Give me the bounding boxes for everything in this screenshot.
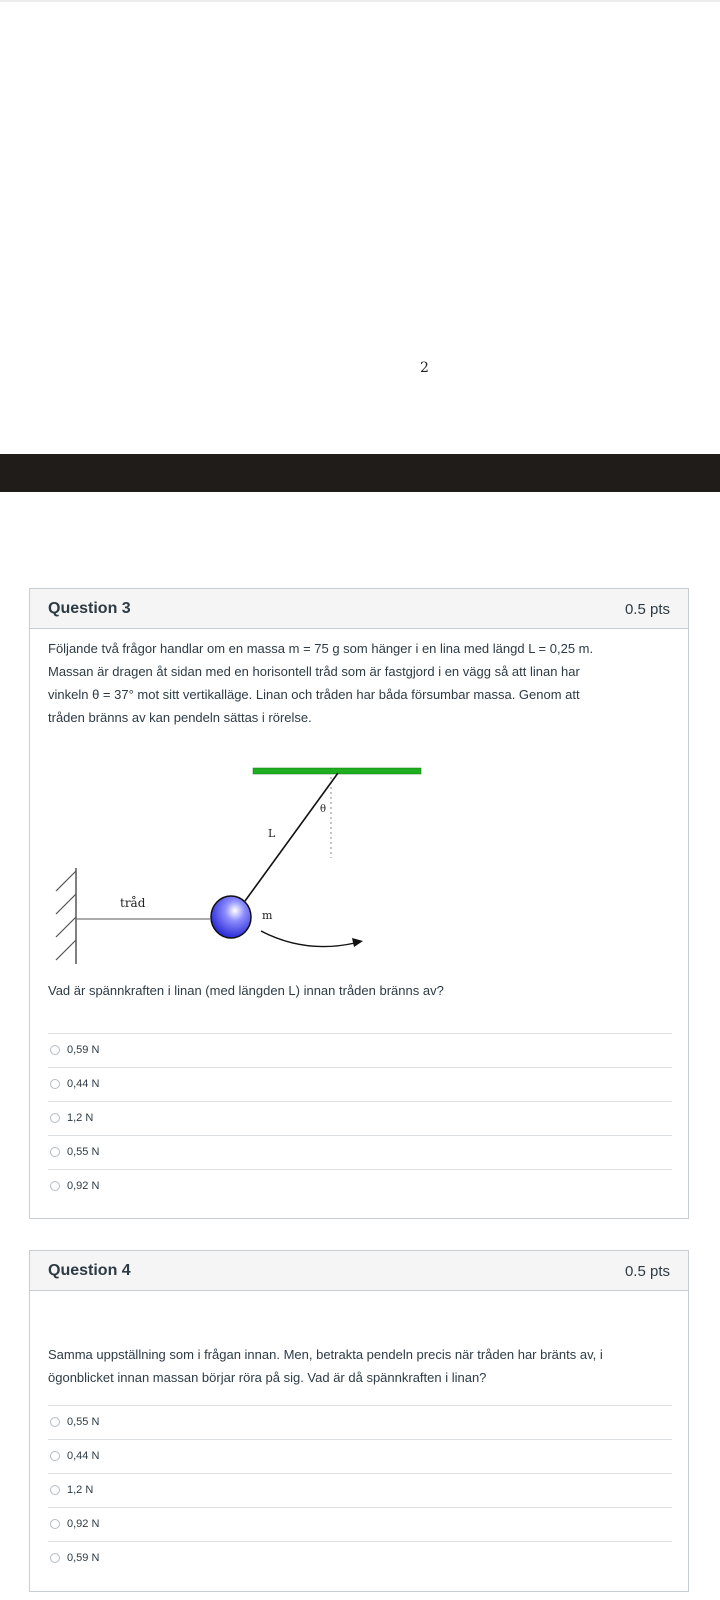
radio-button[interactable] [50, 1079, 60, 1089]
text-line: tråden bränns av kan pendeln sättas i rörelse. [48, 710, 312, 725]
radio-button[interactable] [50, 1519, 60, 1529]
option-divider [48, 1135, 672, 1136]
option-label: 0,55 N [67, 1416, 100, 1428]
option-label: 0,55 N [67, 1146, 100, 1158]
answer-option[interactable] [50, 1176, 99, 1196]
option-divider [48, 1169, 672, 1170]
radio-button[interactable] [50, 1045, 60, 1055]
mass-ball [211, 896, 251, 938]
radio-button[interactable] [50, 1147, 60, 1157]
answer-option[interactable] [50, 1074, 99, 1094]
question-card-4 [29, 1250, 689, 1592]
option-label: 0,59 N [67, 1044, 100, 1056]
label-mass: m [262, 909, 273, 922]
option-divider [48, 1439, 672, 1440]
label-string: tråd [120, 896, 146, 910]
answer-option[interactable] [50, 1446, 99, 1466]
radio-button[interactable] [50, 1451, 60, 1461]
question-card-3 [29, 588, 689, 1219]
label-length: L [268, 827, 276, 840]
question-text [48, 1343, 673, 1389]
question-points: 0.5 pts [624, 1263, 670, 1280]
option-label: 0,92 N [67, 1180, 100, 1192]
dark-separator-band [0, 454, 720, 492]
question-title: Question 4 [48, 1262, 131, 1279]
question-header [30, 589, 688, 629]
answer-option[interactable] [50, 1480, 93, 1500]
answer-option[interactable] [50, 1514, 99, 1534]
text-line: Samma uppställning som i frågan innan. Men, betrakta pendeln precis när tråden har bränts av, i [48, 1347, 603, 1362]
answer-option[interactable] [50, 1412, 99, 1432]
arrow-head [352, 938, 363, 947]
option-divider [48, 1033, 672, 1034]
text-line: Följande två frågor handlar om en massa m = 75 g som hänger i en lina med längd L = 0,25 m. [48, 641, 594, 656]
radio-button[interactable] [50, 1417, 60, 1427]
pendulum-diagram [30, 749, 450, 969]
option-label: 0,44 N [67, 1450, 100, 1462]
option-divider [48, 1067, 672, 1068]
question-prompt: Vad är spännkraften i linan (med längden L) innan tråden bränns av? [48, 983, 444, 998]
answer-option[interactable] [50, 1040, 99, 1060]
motion-arrow [261, 931, 355, 947]
radio-button[interactable] [50, 1553, 60, 1563]
option-label: 1,2 N [67, 1112, 94, 1124]
option-divider [48, 1473, 672, 1474]
answer-option[interactable] [50, 1548, 99, 1568]
option-label: 0,92 N [67, 1518, 100, 1530]
radio-button[interactable] [50, 1113, 60, 1123]
option-divider [48, 1507, 672, 1508]
text-line: Massan är dragen åt sidan med en horisontell tråd som är fastgjord i en vägg så att linan har [48, 664, 580, 679]
label-angle: θ [320, 804, 327, 815]
option-label: 0,59 N [67, 1552, 100, 1564]
option-label: 1,2 N [67, 1484, 94, 1496]
page-number: 2 [420, 360, 429, 376]
question-text [48, 637, 673, 729]
option-divider [48, 1541, 672, 1542]
question-points: 0.5 pts [624, 601, 670, 618]
text-line: ögonblicket innan massan börjar röra på sig. Vad är då spännkraften i linan? [48, 1370, 487, 1385]
question-title: Question 3 [48, 600, 131, 617]
radio-button[interactable] [50, 1181, 60, 1191]
text-line: vinkeln θ = 37° mot sitt vertikalläge. Linan och tråden har båda försumbar massa. Genom att [48, 687, 580, 702]
wall-hatching [56, 871, 76, 960]
question-header [30, 1251, 688, 1291]
answer-option[interactable] [50, 1108, 93, 1128]
answer-option[interactable] [50, 1142, 99, 1162]
option-label: 0,44 N [67, 1078, 100, 1090]
pendulum-string [245, 773, 338, 901]
top-divider [0, 0, 720, 2]
option-divider [48, 1101, 672, 1102]
radio-button[interactable] [50, 1485, 60, 1495]
option-divider [48, 1405, 672, 1406]
